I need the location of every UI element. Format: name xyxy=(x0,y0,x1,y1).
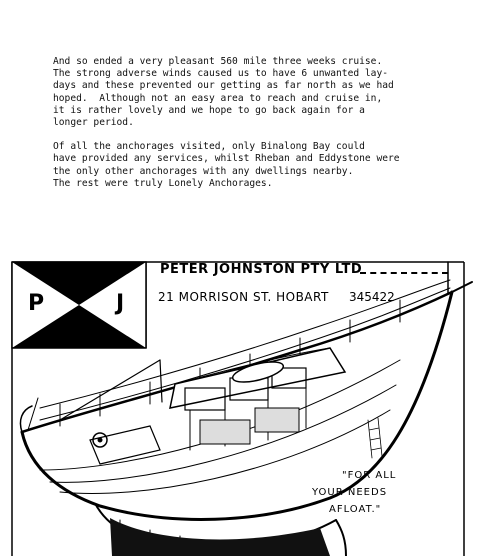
text-line: longer period. xyxy=(53,117,134,129)
text-line: The rest were truly Lonely Anchorages. xyxy=(53,177,273,189)
flag-letter-p: P xyxy=(28,291,45,316)
text-line: days and these prevented our getting as far north as we had xyxy=(53,80,394,92)
text-line: And so ended a very pleasant 560 mile three weeks cruise. xyxy=(53,56,383,67)
slogan-line: "FOR ALL xyxy=(342,470,397,481)
text-line: it is rather lovely and we hope to go back again for a xyxy=(53,104,365,116)
text-line: the only other anchorages with any dwellings nearby. xyxy=(53,165,354,177)
text-line: hoped. Although not an easy area to reach and cruise in, xyxy=(53,92,383,104)
company-name: PETER JOHNSTON PTY LTD xyxy=(160,262,363,277)
company-phone: 345422 xyxy=(349,290,395,304)
advert-slogan xyxy=(312,467,432,518)
slogan-line: AFLOAT." xyxy=(329,504,382,515)
company-underline xyxy=(360,272,448,274)
slogan-line: YOUR NEEDS xyxy=(312,487,388,498)
text-line: have provided any services, whilst Rheban and Eddystone were xyxy=(53,153,400,165)
text-line: The strong adverse winds caused us to have 6 unwanted lay- xyxy=(53,68,389,80)
text-line: Of all the anchorages visited, only Binalong Bay could xyxy=(53,141,365,153)
company-address: 21 MORRISON ST. HOBART xyxy=(158,290,329,304)
flag-letter-j: J xyxy=(116,291,125,316)
